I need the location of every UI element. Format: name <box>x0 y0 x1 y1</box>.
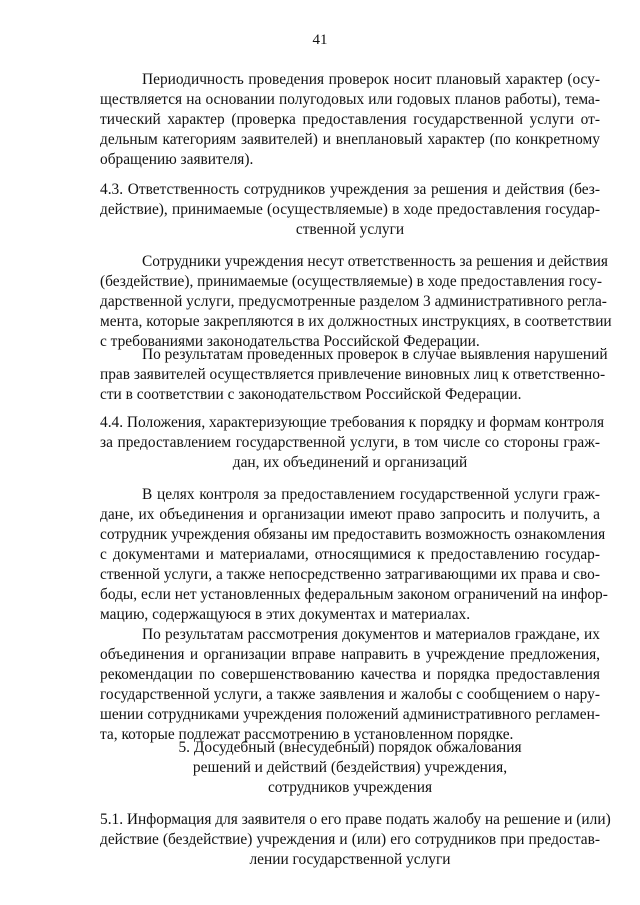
text-line: По результатам рассмотрения документов и материалов граждане, их <box>142 626 600 643</box>
text-line: дарственной услуги, предусмотренные разделом 3 административного регла- <box>100 293 607 310</box>
heading-line: действие (бездействие) учреждения и (или) его сотрудников при предостав- <box>100 831 600 848</box>
paragraph-control-rights <box>100 485 608 625</box>
text-line: ственной услуги, а также непосредственно затрагивающими их права и сво- <box>100 566 600 583</box>
text-line: шении сотрудниками учреждения положений административного регламен- <box>100 706 600 723</box>
heading-line: ственной услуги <box>295 221 405 238</box>
text-line: дане, их объединения и организации имеют право запросить и получить, а <box>100 506 600 523</box>
paragraph-proposals <box>100 625 600 745</box>
text-line: та, которые подлежат рассмотрению в установленном порядке. <box>100 726 514 743</box>
heading-line: 4.4. Положения, характеризующие требования к порядку и формам контроля <box>100 414 605 431</box>
heading-line: лении государственной услуги <box>249 851 451 868</box>
text-line: боды, если нет установленных федеральным законом ограничений на инфор- <box>100 586 608 603</box>
text-line: с требованиями законодательства Российской Федерации. <box>100 333 480 350</box>
text-line: тический характер (проверка предоставления государственной услуги от- <box>100 111 600 128</box>
heading-line: 4.3. Ответственность сотрудников учреждения за решения и действия (без- <box>100 181 600 198</box>
text-line: прав заявителей осуществляется привлечение виновных лиц к ответственно- <box>100 366 606 383</box>
paragraph-periodicity <box>100 70 600 170</box>
text-line: мента, которые закрепляются в их должностных инструкциях, в соответствии <box>100 313 612 330</box>
heading-line: 5. Досудебный (внесудебный) порядок обжалования <box>178 739 522 756</box>
text-line: (бездействие), принимаемые (осуществляемые) в ходе предоставления госу- <box>100 273 603 290</box>
text-line: мацию, содержащуюся в этих документах и материалах. <box>100 606 471 623</box>
section-heading-5 <box>100 738 600 798</box>
text-line: ществляется на основании полугодовых или годовых планов работы), тема- <box>100 91 600 108</box>
text-line: с документами и материалами, относящимися к предоставлению государ- <box>100 546 600 563</box>
heading-line: 5.1. Информация для заявителя о его праве подать жалобу на решение и (или) <box>100 811 611 828</box>
text-line: Периодичность проведения проверок носит плановый характер (осу- <box>142 71 600 88</box>
section-heading-5-1 <box>100 810 611 870</box>
heading-line: дан, их объединений и организаций <box>232 454 468 471</box>
text-line: По результатам проведенных проверок в случае выявления нарушений <box>142 346 608 363</box>
heading-line: действие), принимаемые (осуществляемые) в ходе предоставления государ- <box>100 201 600 218</box>
paragraph-violations <box>100 345 608 405</box>
section-heading-4-3 <box>100 180 600 240</box>
text-line: объединения и организации вправе направить в учреждение предложения, <box>100 646 600 663</box>
heading-line: за предоставлением государственной услуги, в том числе со стороны граж- <box>100 434 600 451</box>
section-heading-4-4 <box>100 413 605 473</box>
heading-line: решений и действий (бездействия) учреждения, <box>192 759 508 776</box>
heading-line: сотрудников учреждения <box>267 779 433 796</box>
text-line: рекомендации по совершенствованию качества и порядка предоставления <box>100 666 600 683</box>
text-line: государственной услуги, а также заявления и жалобы с сообщением о нару- <box>100 686 600 703</box>
text-line: обращению заявителя). <box>100 151 254 168</box>
text-line: В целях контроля за предоставлением государственной услуги граж- <box>142 486 600 503</box>
text-line: сти в соответствии с законодательством Российской Федерации. <box>100 386 522 403</box>
page-number: 41 <box>312 32 328 48</box>
text-line: дельным категориям заявителей) и внеплановый характер (по конкретному <box>100 131 600 148</box>
text-line: сотрудник учреждения обязаны им предоставить возможность ознакомления <box>100 526 606 543</box>
paragraph-responsibility <box>100 252 612 352</box>
text-line: Сотрудники учреждения несут ответственность за решения и действия <box>142 253 608 270</box>
